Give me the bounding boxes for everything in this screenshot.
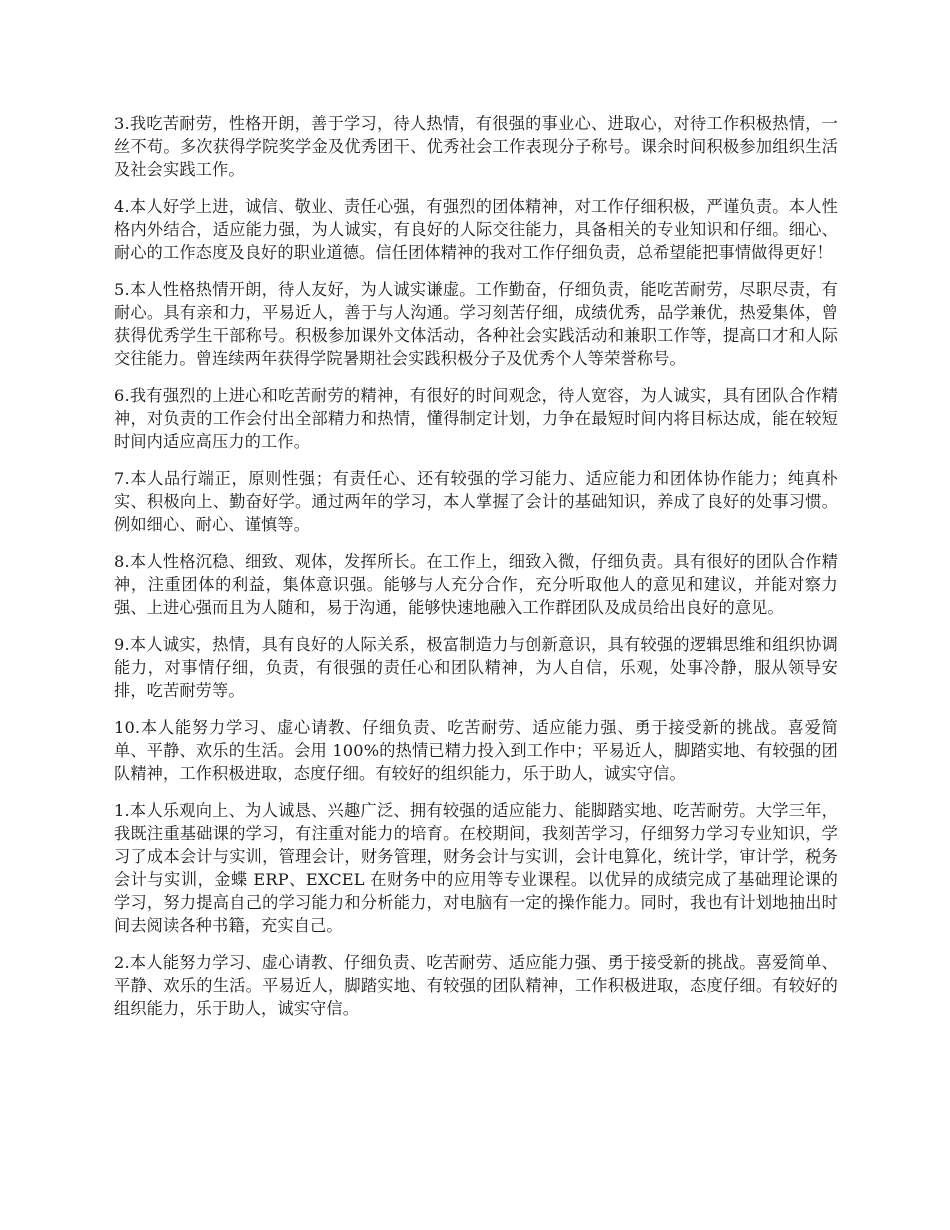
document-body: [114, 112, 838, 1034]
paragraph-6: 6.我有强烈的上进心和吃苦耐劳的精神，有很好的时间观念，待人宽容，为人诚实，具有团队合作精神，对负责的工作会付出全部精力和热情，懂得制定计划，力争在最短时间内将目标达成，能在较短时间内适应高压力的工作。: [114, 386, 838, 451]
paragraph-9: 9.本人诚实，热情，具有良好的人际关系，极富制造力与创新意识，具有较强的逻辑思维和组织协调能力，对事情仔细，负责，有很强的责任心和团队精神，为人自信，乐观，处事冷静，服从领导安排，吃苦耐劳等。: [114, 635, 838, 700]
paragraph-5: 5.本人性格热情开朗，待人友好，为人诚实谦虚。工作勤奋，仔细负责，能吃苦耐劳，尽职尽责，有耐心。具有亲和力，平易近人，善于与人沟通。学习刻苦仔细，成绩优秀，品学兼优，热爱集体，曾获得优秀学生干部称号。积极参加课外文体活动，各种社会实践活动和兼职工作等，提高口才和人际交往能力。曾连续两年获得学院暑期社会实践积极分子及优秀个人等荣誉称号。: [114, 280, 838, 368]
paragraph-8: 8.本人性格沉稳、细致、观体，发挥所长。在工作上，细致入微，仔细负责。具有很好的团队合作精神，注重团体的利益，集体意识强。能够与人充分合作，充分听取他人的意见和建议，并能对察力强、上进心强而且为人随和，易于沟通，能够快速地融入工作群团队及成员给出良好的意见。: [114, 552, 838, 617]
paragraph-10: 10.本人能努力学习、虚心请教、仔细负责、吃苦耐劳、适应能力强、勇于接受新的挑战。喜爱简单、平静、欢乐的生活。会用 100%的热情已精力投入到工作中；平易近人，脚踏实地、有较强的团队精神，工作积极进取，态度仔细。有较好的组织能力，乐于助人，诚实守信。: [114, 718, 838, 783]
paragraph-7: 7.本人品行端正，原则性强；有责任心、还有较强的学习能力、适应能力和团体协作能力；纯真朴实、积极向上、勤奋好学。通过两年的学习，本人掌握了会计的基础知识，养成了良好的处事习惯。例如细心、耐心、谨慎等。: [114, 469, 838, 534]
paragraph-2: 2.本人能努力学习、虚心请教、仔细负责、吃苦耐劳、适应能力强、勇于接受新的挑战。喜爱简单、平静、欢乐的生活。平易近人，脚踏实地、有较强的团队精神，工作积极进取，态度仔细。有较好的组织能力，乐于助人，诚实守信。: [114, 953, 838, 1018]
paragraph-3: 3.我吃苦耐劳，性格开朗，善于学习，待人热情，有很强的事业心、进取心，对待工作积极热情，一丝不苟。多次获得学院奖学金及优秀团干、优秀社会工作表现分子称号。课余时间积极参加组织生活及社会实践工作。: [114, 114, 838, 179]
paragraph-1: 1.本人乐观向上、为人诚恳、兴趣广泛、拥有较强的适应能力、能脚踏实地、吃苦耐劳。大学三年，我既注重基础课的学习，有注重对能力的培育。在校期间，我刻苦学习，仔细努力学习专业知识，学习了成本会计与实训，管理会计，财务管理，财务会计与实训，会计电算化，统计学，审计学，税务会计与实训，金蝶 ERP、EXCEL 在财务中的应用等专业课程。以优异的成绩完成了基础理论课的学习，努力提高自己的学习能力和分析能力，对电脑有一定的操作能力。同时，我也有计划地抽出时间去阅读各种书籍，充实自己。: [114, 801, 838, 935]
paragraph-4: 4.本人好学上进，诚信、敬业、责任心强，有强烈的团体精神，对工作仔细积极，严谨负责。本人性格内外结合，适应能力强，为人诚实，有良好的人际交往能力，具备相关的专业知识和仔细。细心、耐心的工作态度及良好的职业道德。信任团体精神的我对工作仔细负责，总希望能把事情做得更好！: [114, 197, 838, 262]
